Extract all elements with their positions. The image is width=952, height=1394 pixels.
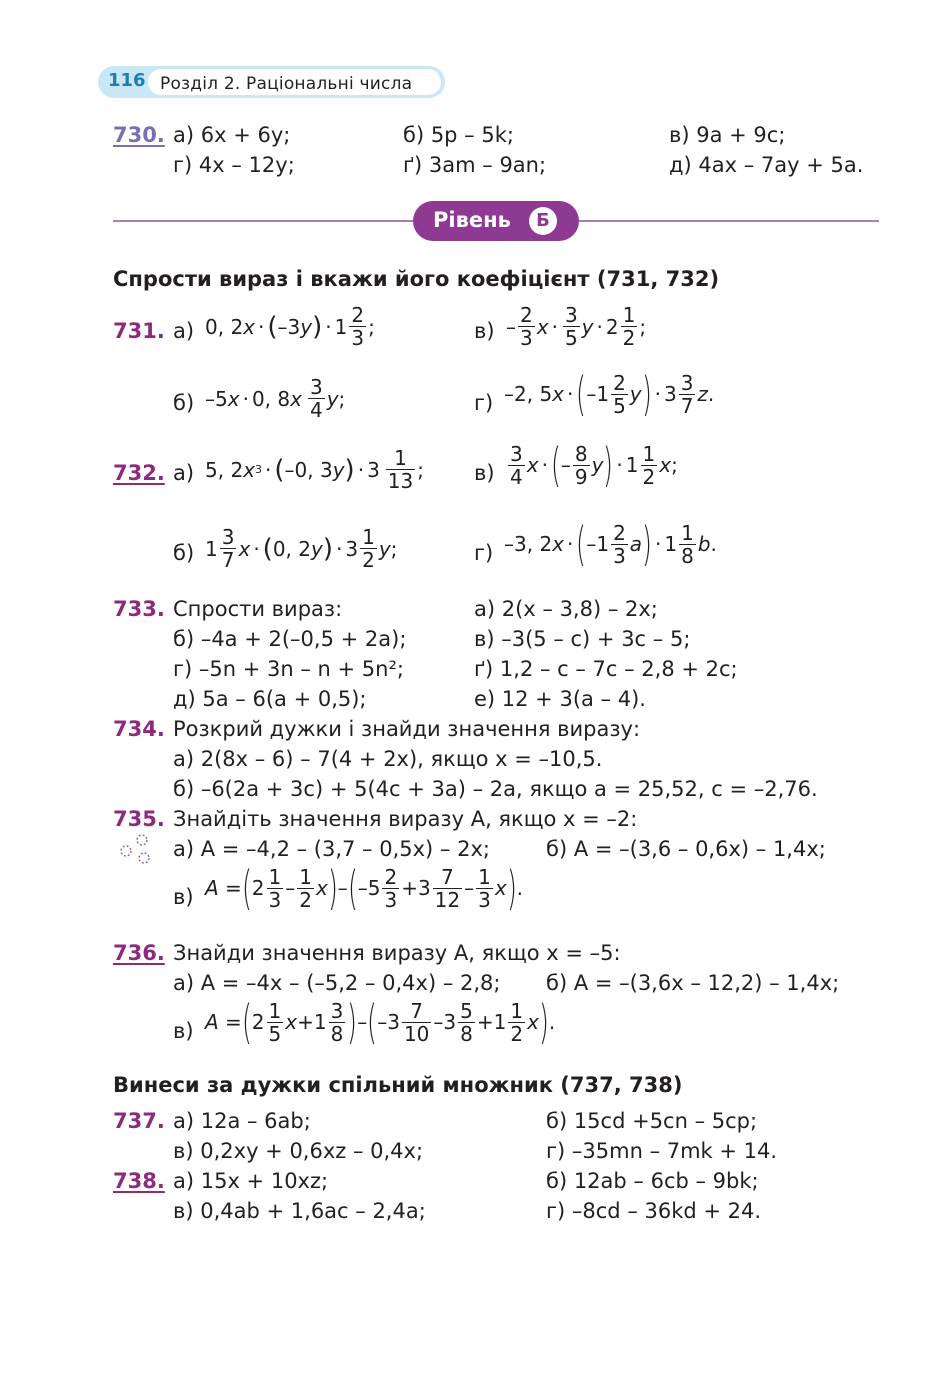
ex738-a: а) 15x + 10xz; xyxy=(173,1169,329,1193)
ex735-a: а) A = –4,2 – (3,7 – 0,5x) – 2x; xyxy=(173,837,490,861)
level-badge: Б xyxy=(529,207,557,235)
ex733-title: Спрости вираз: xyxy=(173,597,343,621)
exercise-731-number: 731. xyxy=(113,319,165,343)
exercise-736-number[interactable]: 736. xyxy=(113,941,165,965)
ex731-a-label: а) xyxy=(173,319,195,343)
ex733-item: д) 5a – 6(a + 0,5); xyxy=(173,687,367,711)
exercise-732-number[interactable]: 732. xyxy=(113,461,165,485)
ex733-item: ґ) 1,2 – c – 7c – 2,8 + 2c; xyxy=(474,657,738,681)
ex735-v-expr: A = ( 2 1 3 – 1 2 x ) – ( –5 2 3 +3 7 12 – 1 3 x ) . xyxy=(205,861,524,915)
ex738-b: б) 12ab – 6cb – 9bk; xyxy=(546,1169,759,1193)
ex733-item: б) –4a + 2(–0,5 + 2a); xyxy=(173,627,407,651)
ex730-v: в) 9a + 9c; xyxy=(669,123,786,147)
ex737-b: б) 15cd +5cn – 5cp; xyxy=(546,1109,758,1133)
ex738-g: г) –8cd – 36kd + 24. xyxy=(546,1199,762,1223)
ex730-a: а) 6x + 6y; xyxy=(173,123,291,147)
ex736-v-label: в) xyxy=(173,1019,194,1043)
ex731-g-label: г) xyxy=(474,391,494,415)
ex730-d: д) 4ax – 7ay + 5a. xyxy=(669,153,864,177)
ex732-a-label: а) xyxy=(173,461,195,485)
ex735-v-label: в) xyxy=(173,885,194,909)
ex730-gg: ґ) 3am – 9an; xyxy=(403,153,547,177)
ex738-v: в) 0,4ab + 1,6ac – 2,4a; xyxy=(173,1199,426,1223)
ex731-v-expr: – 2 3 x · 3 5 y · 2 1 2 ; xyxy=(506,303,647,350)
ex734-a: а) 2(8x – 6) – 7(4 + 2x), якщо x = –10,5. xyxy=(173,747,603,771)
exercise-735-number: 735. xyxy=(113,807,165,831)
chapter-pill xyxy=(148,69,441,95)
ex737-a: а) 12a – 6ab; xyxy=(173,1109,311,1133)
ex731-v-label: в) xyxy=(474,319,495,343)
ex732-b-expr: 1 3 7 x · ( 0, 2 y ) · 3 1 2 y ; xyxy=(205,525,398,572)
ex732-b-label: б) xyxy=(173,541,195,565)
ex736-v-expr: A = ( 2 1 5 x +1 3 8 ) – ( –3 7 10 –3 5 8 +1 1 2 x ) . xyxy=(205,995,556,1049)
exercise-733-number: 733. xyxy=(113,597,165,621)
ex730-b: б) 5p – 5k; xyxy=(403,123,514,147)
ex733-item: а) 2(x – 3,8) – 2x; xyxy=(474,597,658,621)
exercise-730-number[interactable]: 730. xyxy=(113,123,165,147)
chapter-title: Розділ 2. Раціональні числа xyxy=(160,74,413,94)
exercise-734-number: 734. xyxy=(113,717,165,741)
ex735-b: б) A = –(3,6 – 0,6x) – 1,4x; xyxy=(546,837,826,861)
group-work-icon xyxy=(118,832,152,866)
ex731-b-label: б) xyxy=(173,391,195,415)
ex730-g: г) 4x – 12y; xyxy=(173,153,295,177)
page-number: 116 xyxy=(108,70,146,91)
ex735-title: Знайдіть значення виразу A, якщо x = –2: xyxy=(173,807,638,831)
ex734-b: б) –6(2a + 3c) + 5(4c + 3a) – 2a, якщо a = 25,52, c = –2,76. xyxy=(173,777,818,801)
ex736-a: а) A = –4x – (–5,2 – 0,4x) – 2,8; xyxy=(173,971,501,995)
ex732-g-label: г) xyxy=(474,541,494,565)
ex733-item: в) –3(5 – c) + 3c – 5; xyxy=(474,627,691,651)
exercise-738-number[interactable]: 738. xyxy=(113,1169,165,1193)
section-heading-factor: Винеси за дужки спільний множник (737, 738) xyxy=(113,1073,683,1097)
page-header xyxy=(98,66,445,98)
ex733-item: е) 12 + 3(a – 4). xyxy=(474,687,646,711)
ex736-b: б) A = –(3,6x – 12,2) – 1,4x; xyxy=(546,971,840,995)
ex731-g-expr: –2, 5 x · ( –1 2 5 y ) · 3 3 7 z . xyxy=(504,367,715,421)
section-heading-simplify: Спрости вираз і вкажи його коефіцієнт (731, 732) xyxy=(113,267,720,291)
ex737-g: г) –35mn – 7mk + 14. xyxy=(546,1139,778,1163)
ex732-g-expr: –3, 2 x · ( –1 2 3 a ) · 1 1 8 b . xyxy=(504,517,717,571)
ex734-title: Розкрий дужки і знайди значення виразу: xyxy=(173,717,641,741)
ex731-b-expr: –5 x · 0, 8 x 3 4 y ; xyxy=(205,375,346,422)
level-banner xyxy=(413,201,579,241)
ex736-title: Знайди значення виразу A, якщо x = –5: xyxy=(173,941,621,965)
ex733-item: г) –5n + 3n – n + 5n²; xyxy=(173,657,404,681)
ex732-a-expr: 5, 2 x 3 · ( –0, 3 y ) · 3 1 13 ; xyxy=(205,446,424,493)
ex737-v: в) 0,2xy + 0,6xz – 0,4x; xyxy=(173,1139,424,1163)
exercise-737-number: 737. xyxy=(113,1109,165,1133)
ex732-v-expr: 3 4 x · ( – 8 9 y ) · 1 1 2 x ; xyxy=(510,438,678,492)
ex731-a-expr: 0, 2 x · ( –3 y ) · 1 2 3 ; xyxy=(205,303,375,350)
level-label: Рівень xyxy=(433,208,511,232)
ex732-v-label: в) xyxy=(474,461,495,485)
